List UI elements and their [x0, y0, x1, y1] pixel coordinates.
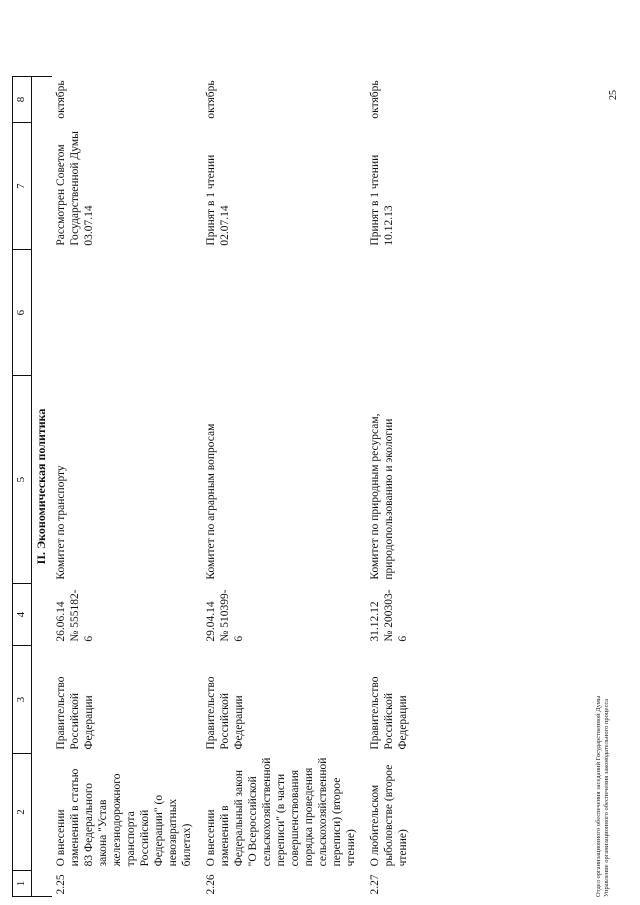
- legislative-agenda-table: [12, 76, 418, 897]
- responsible-committee: Комитет по транспорту: [54, 465, 67, 580]
- bill-title: О любительском рыболовстве (второе чтение): [368, 764, 409, 867]
- column-6-cell: [52, 250, 202, 376]
- registration-number: № 555182-6: [68, 589, 95, 642]
- registration-date: 29.04.14: [204, 601, 217, 642]
- column-header: 8: [13, 76, 32, 122]
- page-footer: [595, 696, 611, 897]
- column-6-cell: [202, 250, 366, 376]
- bill-registration: [52, 584, 202, 646]
- scheduled-month: октябрь: [54, 80, 67, 119]
- registration-number: № 200303-6: [382, 589, 409, 642]
- footer-department: Отдел организационного обеспечения заседаний Государственной Думы: [595, 695, 602, 897]
- column-header: 2: [13, 754, 32, 871]
- item-number: 2.26: [204, 874, 217, 895]
- bill-status: Принят в 1 чтении 02.07.14: [204, 154, 231, 246]
- column-header: 7: [13, 123, 32, 250]
- registration-date: 31.12.12: [368, 601, 381, 642]
- section-title: II. Экономическая политика: [32, 76, 52, 896]
- section-row: [32, 76, 52, 896]
- bill-initiator: Правительство Российской Федерации: [368, 676, 409, 750]
- bill-registration: [202, 584, 366, 646]
- bill-registration: [366, 584, 418, 646]
- registration-number: № 510399-6: [218, 589, 245, 642]
- footer-directorate: Управление организационного обеспечения законодательного процесса: [603, 698, 611, 897]
- table-row: [202, 76, 366, 896]
- column-number-row: [13, 76, 32, 896]
- item-number: 2.27: [368, 874, 381, 895]
- bill-title: О внесении изменений в Федеральный закон "О Всероссийской сельскохозяйственной переписи" (в части совершенствования порядка проведения сельскохозяйственной переписи) (второе чтение): [204, 757, 357, 867]
- table-row: [366, 76, 418, 896]
- page-number: 25: [608, 90, 619, 100]
- bill-status: Принят в 1 чтении 10.12.13: [368, 154, 395, 246]
- bill-initiator: Правительство Российской Федерации: [54, 676, 95, 750]
- bill-initiator: Правительство Российской Федерации: [204, 676, 245, 750]
- responsible-committee: Комитет по природным ресурсам, природопользованию и экологии: [368, 413, 395, 580]
- registration-date: 26.06.14: [54, 601, 67, 642]
- column-6-cell: [366, 250, 418, 376]
- item-number: 2.25: [54, 874, 67, 895]
- scheduled-month: октябрь: [204, 80, 217, 119]
- bill-title: О внесении изменений в статью 83 Федерального закона "Устав железнодорожного транспорта Российской Федерации" (о невозвратных билетах): [54, 768, 193, 867]
- column-header: 5: [13, 376, 32, 584]
- table-row: [52, 76, 202, 896]
- column-header: 3: [13, 646, 32, 754]
- column-header: 6: [13, 250, 32, 376]
- scheduled-month: октябрь: [368, 80, 381, 119]
- bill-status: Рассмотрен Советом Государственной Думы 03.07.14: [54, 131, 95, 246]
- column-header: 1: [13, 870, 32, 896]
- responsible-committee: Комитет по аграрным вопросам: [204, 423, 217, 580]
- column-header: 4: [13, 584, 32, 646]
